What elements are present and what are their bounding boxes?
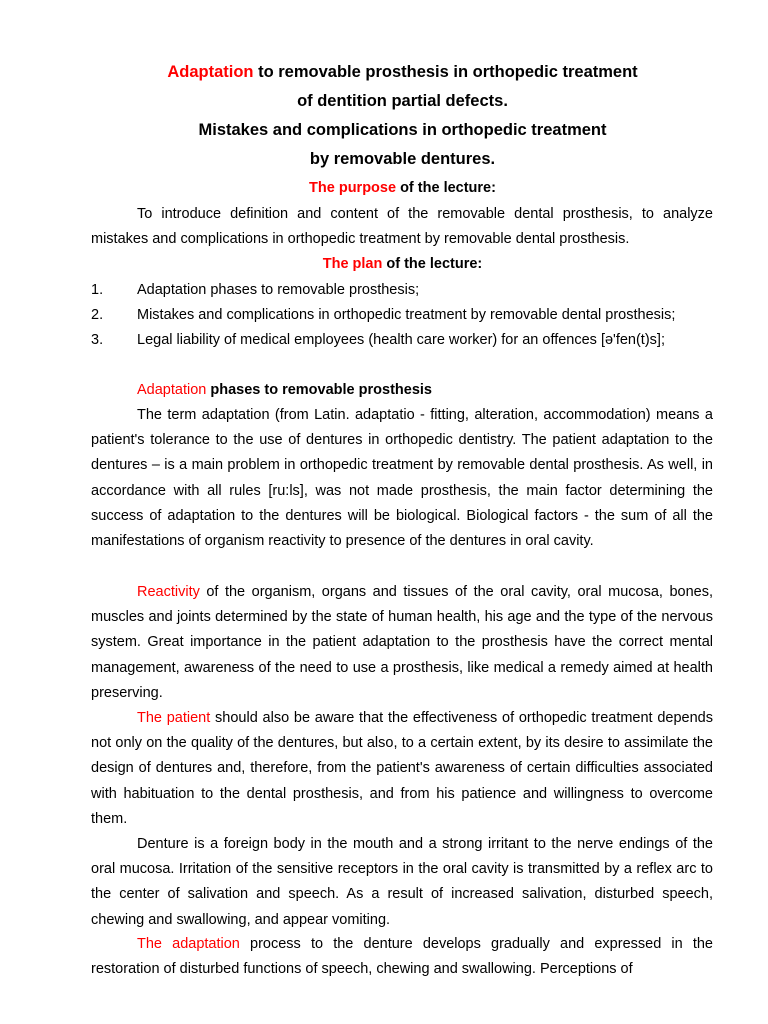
plan-item-number: 3. xyxy=(91,332,104,348)
purpose-heading-highlight: The purpose xyxy=(309,180,397,196)
paragraph-reactivity-rest: of the organism, organs and tissues of the oral cavity, oral mucosa, bones, muscles and joints determined by the state of human health, his age and the type of the nervous system. Great importance in the patient adaptation to the prosthesis have the correct mental management, awareness of the need to use a prosthesis, like medical a remedy aimed at health preserving. xyxy=(91,584,713,701)
purpose-heading-rest: of the lecture: xyxy=(396,180,496,196)
purpose-text: To introduce definition and content of the removable dental prosthesis, to analyze mistakes and complications in orthopedic treatment by removable dental prosthesis. xyxy=(91,206,713,248)
plan-heading xyxy=(80,256,725,272)
plan-heading-rest: of the lecture: xyxy=(382,256,483,272)
paragraph-adaptation-process-highlight: The adaptation xyxy=(137,936,240,952)
plan-item-number: 2. xyxy=(91,307,104,323)
paragraph-patient-rest: should also be aware that the effectiveness of orthopedic treatment depends not only on the quality of the dentures, but also, to a certain extent, by its desire to assimilate the design of dentures and, therefore, from the patient's awareness of certain difficulties associated with habituation to the dental prosthesis, and from his patience and willingness to overcome them. xyxy=(91,710,713,827)
paragraph-patient-highlight: The patient xyxy=(137,710,211,726)
plan-item-number: 1. xyxy=(91,282,104,298)
plan-heading-highlight: The plan xyxy=(322,256,383,272)
title-line-3: Mistakes and complications in orthopedic treatment xyxy=(198,121,607,139)
paragraph-adaptation-process-rest: process to the denture develops gradually and expressed in the restoration of disturbed functions of speech, chewing and swallowing. Perceptions of xyxy=(91,936,714,978)
title-highlight: Adaptation xyxy=(167,63,254,81)
paragraph-adaptation-process xyxy=(91,932,713,982)
purpose-heading xyxy=(80,180,725,196)
plan-item-text: Legal liability of medical employees (health care worker) for an offences [ə'fen(t)s]; xyxy=(137,332,665,348)
section-heading-rest: phases to removable prosthesis xyxy=(206,382,432,398)
title-line-1 xyxy=(80,58,725,87)
plan-item-text: Mistakes and complications in orthopedic treatment by removable dental prosthesis; xyxy=(137,307,676,323)
title-line-1-rest: to removable prosthesis in orthopedic treatment xyxy=(253,63,638,81)
paragraph-adaptation-term: The term adaptation (from Latin. adaptatio - fitting, alteration, accommodation) means a patient's tolerance to the use of dentures in orthopedic dentistry. The patient adaptation to the dentures – is a main problem in orthopedic treatment by removable dental prosthesis. As well, in accordance with all rules [ru:ls], was not made prosthesis, the main factor determining the success of adaptation to the dentures will be biological. Biological factors - the sum of all the manifestations of organism reactivity to presence of the dentures in oral cavity. xyxy=(91,407,713,550)
section-heading xyxy=(137,382,432,398)
paragraph-patient xyxy=(91,706,713,832)
paragraph-reactivity xyxy=(91,580,713,706)
plan-item-text: Adaptation phases to removable prosthesis; xyxy=(137,282,420,298)
section-heading-highlight: Adaptation xyxy=(137,382,207,398)
title-line-4: by removable dentures. xyxy=(309,150,496,168)
title-line-2: of dentition partial defects. xyxy=(297,92,508,110)
paragraph-reactivity-highlight: Reactivity xyxy=(137,584,200,600)
paragraph-denture: Denture is a foreign body in the mouth and a strong irritant to the nerve endings of the oral mucosa. Irritation of the sensitive receptors in the oral cavity is transmitted by a reflex arc to the center of salivation and speech. As a result of increased salivation, disturbed speech, chewing and swallowing, and appear vomiting. xyxy=(91,836,713,928)
